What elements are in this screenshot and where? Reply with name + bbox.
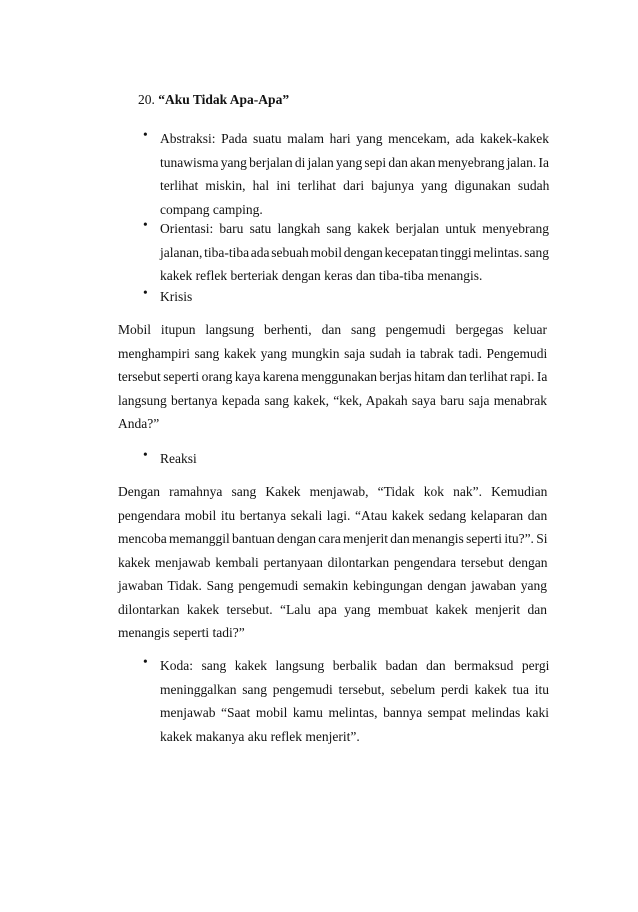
text-line: Abstraksi: Pada suatu malam hari yang mencekam, ada kakek-kakek [160, 131, 549, 146]
text-line: Dengan ramahnya sang Kakek menjawab, “Tidak kok nak”. Kemudian [118, 484, 548, 499]
paragraph-reaksi [118, 480, 547, 645]
section-heading [138, 92, 289, 108]
text-line: menjawab “Saat mobil kamu melintas, bannya sempat melindas kaki [160, 705, 549, 720]
text-line: langsung bertanya kepada sang kakek, “kek, Apakah saya baru saja menabrak [118, 392, 547, 408]
text-line: terlihat miskin, hal ini terlihat dari bajunya yang digunakan sudah [160, 178, 550, 193]
text-line: tersebut seperti orang kaya karena menggunakan berjas hitam dan terlihat rapi. Ia [118, 369, 548, 384]
text-line: dilontarkan kakek tersebut. “Lalu apa yang membuat kakek menjerit dan [118, 601, 547, 617]
text-line: Koda: sang kakek langsung berbalik badan dan bermaksud pergi [160, 658, 550, 673]
text-line: menangis seperti tadi?” [118, 625, 245, 640]
text-line: Krisis [160, 289, 193, 304]
text-line: mencoba memanggil bantuan dengan cara menjerit dan menangis seperti itu?”. Si [118, 531, 548, 546]
text-line: pengendara mobil itu bertanya sekali lagi. “Atau kakek sedang kelaparan dan [118, 507, 548, 523]
text-line: kakek makanya aku reflek menjerit”. [160, 728, 360, 744]
bullet-abstraksi-text [160, 127, 549, 221]
text-line: Orientasi: baru satu langkah sang kakek berjalan untuk menyebrang [160, 221, 549, 236]
bullet-koda-text [160, 654, 549, 748]
bullet-krisis-text [160, 285, 549, 309]
bullet-dot: • [143, 217, 148, 232]
text-line: Reaksi [160, 451, 197, 466]
paragraph-krisis [118, 318, 547, 436]
text-line: compang camping. [160, 201, 263, 217]
bullet-reaksi-text [160, 447, 549, 471]
bullet-dot: • [143, 447, 148, 462]
section-number: 20. [138, 92, 155, 107]
text-line: Mobil itupun langsung berhenti, dan sang pengemudi bergegas keluar [118, 322, 547, 337]
text-line: meninggalkan sang pengemudi tersebut, sebelum perdi kakek tua itu [160, 681, 550, 697]
bullet-orientasi-text [160, 217, 549, 288]
text-line: Anda?” [118, 416, 160, 431]
text-line: jawaban Tidak. Sang pengemudi semakin kebingungan dengan jawaban yang [118, 578, 548, 593]
section-title: “Aku Tidak Apa-Apa” [158, 92, 290, 107]
bullet-dot: • [143, 127, 148, 142]
text-line: menghampiri sang kakek yang mungkin saja sudah ia tabrak tadi. Pengemudi [118, 345, 548, 361]
text-line: kakek reflek berteriak dengan keras dan tiba-tiba menangis. [160, 268, 483, 283]
bullet-dot: • [143, 285, 148, 300]
text-line: kakek menjawab kembali pertanyaan dilontarkan pengendara tersebut dengan [118, 554, 548, 570]
text-line: jalanan, tiba-tiba ada sebuah mobil dengan kecepatan tinggi melintas. sang [160, 244, 549, 260]
text-line: tunawisma yang berjalan di jalan yang sepi dan akan menyebrang jalan. Ia [160, 154, 549, 170]
bullet-dot: • [143, 654, 148, 669]
